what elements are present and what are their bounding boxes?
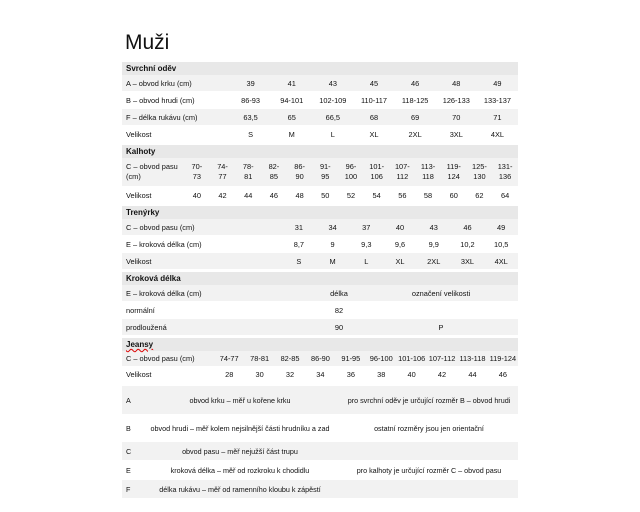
- table-cell: 68: [369, 112, 379, 122]
- table-cell: 9,3: [361, 239, 372, 249]
- waist-range-start: 70-: [191, 162, 203, 171]
- waist-range-start: 82-: [268, 162, 280, 171]
- table-cell: [390, 162, 416, 182]
- table-cell: 4XL: [490, 129, 504, 139]
- legend-description: obvod krku – měř u kořene krku: [189, 395, 291, 405]
- row-label: E – kroková délka (cm): [126, 288, 202, 298]
- table-cell: [261, 162, 287, 182]
- table-cell: 70: [452, 112, 461, 122]
- table-cell: 41: [287, 78, 296, 88]
- legend-key: F: [126, 484, 131, 494]
- table-cell: 46: [463, 222, 472, 232]
- table-cell: [338, 162, 364, 182]
- waist-range-end: 90: [295, 172, 304, 181]
- section-heading-trenyrky: Trenýrky: [122, 206, 518, 219]
- waist-range-start: 74-: [217, 162, 228, 171]
- column-header: délka: [330, 288, 348, 298]
- section-heading-kalhoty: Kalhoty: [122, 145, 518, 158]
- row-label: normální: [126, 305, 155, 315]
- table-cell: 65: [287, 112, 296, 122]
- table-row: [122, 158, 518, 187]
- table-cell: [441, 162, 467, 182]
- table-cell: 74-77: [219, 354, 239, 363]
- table-row: [122, 187, 518, 204]
- table-cell: 69: [411, 112, 420, 122]
- table-row: [122, 319, 518, 336]
- legend-row: [122, 442, 518, 461]
- row-values: [230, 130, 518, 139]
- spellcheck-word: Jeansy: [126, 340, 154, 349]
- table-cell: 10,5: [493, 239, 509, 249]
- table-cell: 40: [395, 222, 405, 232]
- table-row: [122, 285, 518, 302]
- row-values: [282, 223, 518, 232]
- table-cell: 101-106: [398, 354, 426, 363]
- waist-range-end: 73: [192, 172, 201, 181]
- row-values: [214, 354, 518, 363]
- table-cell: 46: [269, 190, 279, 200]
- table-cell: [467, 162, 493, 182]
- table-cell: 38: [377, 370, 386, 379]
- legend-row: [122, 461, 518, 480]
- table-cell: 48: [452, 78, 461, 88]
- table-cell: 4XL: [494, 256, 508, 266]
- size-chart: [122, 28, 518, 499]
- waist-range-end: 118: [422, 172, 434, 181]
- row-values: [282, 257, 518, 266]
- row-label: F – délka rukávu (cm): [126, 112, 198, 122]
- table-row: [122, 109, 518, 126]
- row-label: Velikost: [126, 256, 152, 266]
- table-cell: 63,5: [243, 112, 258, 122]
- row-label: C – obvod pasu (cm): [126, 222, 195, 232]
- section-heading-krokova: Kroková délka: [122, 272, 518, 285]
- waist-range-start: 91-: [319, 162, 331, 171]
- waist-range-start: 86-: [294, 162, 305, 171]
- table-cell: 9,6: [394, 239, 406, 249]
- row-label: C – obvod pasu (cm): [126, 354, 195, 363]
- row-label: A – obvod krku (cm): [126, 78, 192, 88]
- table-cell: [235, 162, 261, 182]
- table-cell: 54: [372, 190, 381, 200]
- table-cell: 42: [218, 190, 227, 200]
- table-cell: 42: [437, 370, 447, 379]
- table-cell: 78-81: [250, 354, 270, 363]
- table-row: [122, 75, 518, 92]
- row-values: [282, 240, 518, 249]
- column-header: označení velikosti: [411, 288, 471, 298]
- table-cell: 3XL: [449, 129, 463, 139]
- table-cell: 118-125: [401, 95, 429, 105]
- table-cell: [287, 162, 313, 182]
- table-cell: 62: [475, 190, 484, 200]
- table-cell: 2XL: [408, 129, 422, 139]
- table-row: [122, 351, 518, 367]
- waist-range-end: 136: [498, 172, 512, 181]
- page-title: Muži: [125, 31, 170, 54]
- waist-range-end: 81: [244, 172, 253, 181]
- table-cell: XL: [369, 129, 379, 139]
- waist-range-start: 107-: [394, 162, 410, 171]
- legend-description: obvod hrudi – měř kolem nejsilnější části hrudníku a zad: [150, 423, 330, 433]
- table-row: [122, 236, 518, 253]
- waist-range-end: 95: [321, 172, 330, 181]
- table-cell: 96-100: [369, 354, 393, 363]
- table-cell: L: [364, 256, 369, 266]
- table-cell: 86-90: [310, 354, 330, 363]
- table-cell: S: [248, 129, 254, 139]
- row-label: B – obvod hrudi (cm): [126, 95, 195, 105]
- table-cell: S: [296, 256, 302, 266]
- table-cell: 43: [429, 222, 438, 232]
- legend-description: délka rukávu – měř od ramenního kloubu k zápěstí: [159, 484, 321, 494]
- legend-row: [122, 386, 518, 415]
- table-cell: XL: [395, 256, 405, 266]
- table-cell: 46: [498, 370, 507, 379]
- table-cell: 31: [294, 222, 303, 232]
- table-cell: 44: [468, 370, 477, 379]
- table-cell: 30: [255, 370, 264, 379]
- row-label: E – kroková délka (cm): [126, 239, 202, 249]
- waist-range-end: 100: [344, 172, 358, 181]
- table-cell: 82-85: [280, 354, 300, 363]
- table-cell: 50: [321, 190, 330, 200]
- table-row: [122, 367, 518, 383]
- table-cell: 113-118: [459, 354, 486, 363]
- table-cell: 86-93: [241, 95, 261, 105]
- table-cell: 39: [246, 78, 255, 88]
- waist-range-start: 113-: [420, 162, 436, 171]
- table-cell: M: [329, 256, 336, 266]
- table-cell: [312, 162, 338, 182]
- table-row: [122, 253, 518, 270]
- waist-range-start: 125-: [472, 162, 487, 171]
- row-label: Velikost: [126, 370, 152, 379]
- table-cell: 49: [497, 222, 506, 232]
- table-cell: 119-124: [489, 354, 517, 363]
- legend-key: B: [126, 423, 131, 433]
- table-cell: [184, 162, 210, 182]
- waist-range-end: 77: [218, 172, 227, 181]
- legend-note: pro svrchní oděv je určující rozměr B – obvod hrudi: [347, 395, 511, 405]
- legend-description: obvod pasu – měř nejužší část trupu: [182, 446, 298, 456]
- table-cell: 40: [407, 370, 416, 379]
- row-values: [230, 79, 518, 88]
- table-cell: 9: [330, 239, 335, 249]
- table-cell: 90: [334, 322, 344, 332]
- row-label: prodloužená: [126, 322, 167, 332]
- table-row: [122, 126, 518, 143]
- table-cell: 94-101: [280, 95, 304, 105]
- row-values: [230, 113, 518, 122]
- table-cell: 102-109: [319, 95, 347, 105]
- row-label: Velikost: [126, 190, 152, 200]
- table-cell: P: [438, 322, 444, 332]
- waist-range-start: 131-: [497, 162, 513, 171]
- table-cell: 91-95: [341, 354, 361, 363]
- table-cell: 60: [449, 190, 458, 200]
- legend-key: C: [126, 446, 132, 456]
- waist-range-end: 124: [447, 172, 460, 181]
- table-cell: 2XL: [427, 256, 441, 266]
- waist-range-end: 106: [370, 172, 383, 181]
- waist-range-end: 130: [473, 172, 486, 181]
- table-cell: 66,5: [325, 112, 341, 122]
- table-cell: [364, 162, 390, 182]
- table-cell: 45: [369, 78, 379, 88]
- legend-key: A: [126, 395, 131, 405]
- table-cell: [415, 162, 441, 182]
- table-cell: 3XL: [460, 256, 475, 266]
- waist-range-start: 119-: [446, 162, 461, 171]
- table-cell: 110-117: [360, 95, 387, 105]
- table-cell: 107-112: [428, 354, 456, 363]
- waist-range-end: 85: [269, 172, 279, 181]
- waist-range-start: 101-: [369, 162, 385, 171]
- table-cell: 71: [493, 112, 502, 122]
- row-values: [214, 370, 518, 379]
- table-cell: 28: [225, 370, 234, 379]
- table-cell: M: [288, 129, 295, 139]
- legend-note: ostatní rozměry jsou jen orientační: [374, 423, 484, 433]
- row-values: [230, 96, 518, 105]
- table-cell: 43: [328, 78, 337, 88]
- legend-note: pro kalhoty je určující rozměr C – obvod pasu: [356, 465, 502, 475]
- table-cell: 37: [362, 222, 371, 232]
- table-cell: 48: [295, 190, 304, 200]
- waist-range-start: 78-: [242, 162, 254, 171]
- table-cell: 64: [500, 190, 510, 200]
- table-row: [122, 302, 518, 319]
- row-label: Velikost: [126, 129, 152, 139]
- legend-key: E: [126, 465, 131, 475]
- legend-row: [122, 480, 518, 499]
- table-cell: [492, 162, 518, 182]
- table-cell: 133-137: [483, 95, 511, 105]
- legend-row: [122, 415, 518, 442]
- table-cell: 34: [316, 370, 325, 379]
- table-cell: L: [330, 129, 335, 139]
- table-row: [122, 92, 518, 109]
- table-cell: 32: [285, 370, 295, 379]
- table-cell: 36: [346, 370, 355, 379]
- table-cell: 34: [328, 222, 337, 232]
- section-heading-svrchni: Svrchní oděv: [122, 62, 518, 75]
- table-cell: 9,9: [428, 239, 439, 249]
- row-label: C – obvod pasu (cm): [126, 162, 178, 181]
- table-cell: 52: [346, 190, 356, 200]
- table-cell: [210, 162, 236, 182]
- table-cell: 10,2: [460, 239, 475, 249]
- table-cell: 8,7: [293, 239, 304, 249]
- table-cell: 82: [334, 305, 344, 315]
- legend-description: kroková délka – měř od rozkroku k chodidlu: [170, 465, 310, 475]
- table-cell: 46: [411, 78, 420, 88]
- table-cell: 126-133: [442, 95, 470, 105]
- waist-range-start: 96-: [345, 162, 357, 171]
- table-cell: 44: [244, 190, 253, 200]
- table-row: [122, 219, 518, 236]
- table-cell: 58: [423, 190, 433, 200]
- table-cell: 40: [192, 190, 201, 200]
- table-cell: 56: [398, 190, 407, 200]
- waist-range-end: 112: [396, 172, 409, 181]
- section-heading-jeansy: [122, 338, 518, 351]
- table-cell: 49: [493, 78, 502, 88]
